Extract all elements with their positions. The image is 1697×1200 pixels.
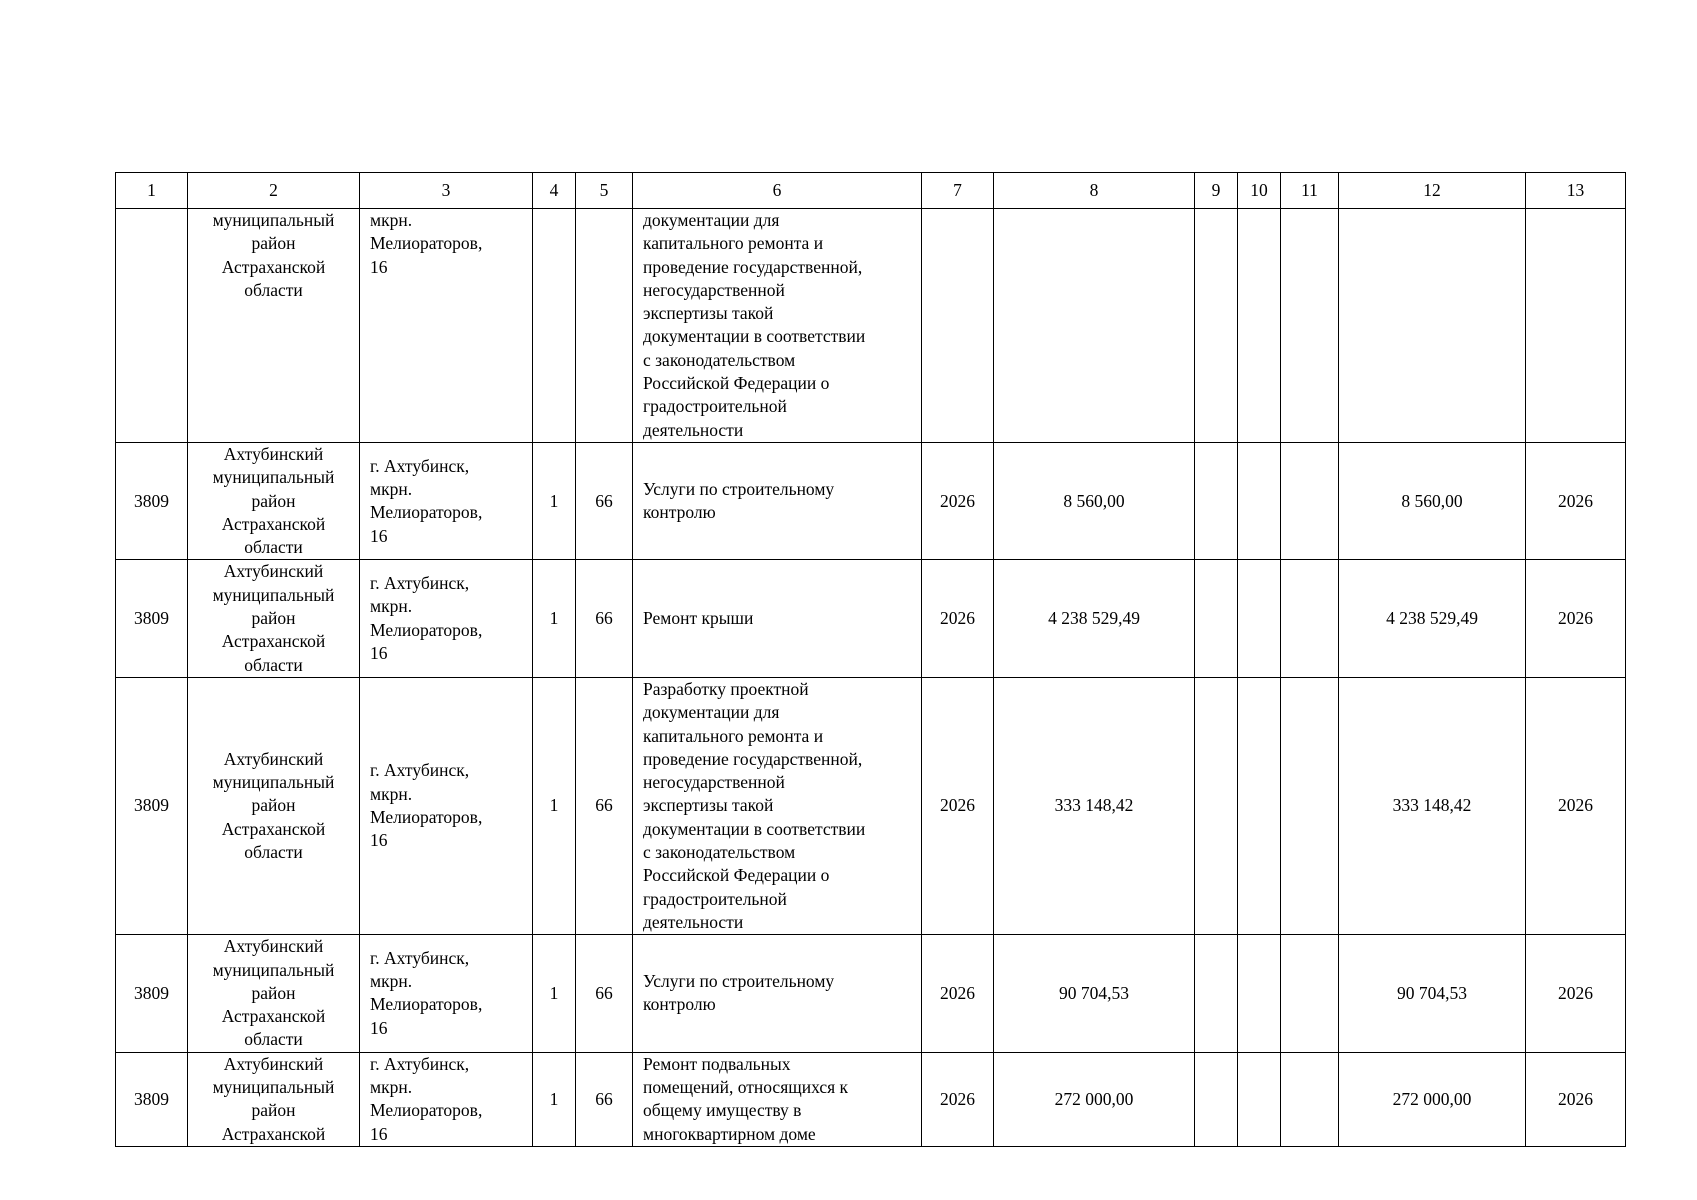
table-row	[116, 677, 1626, 934]
work-type-cell: Ремонт подвальных помещений, относящихся к общему имуществу в многоквартирном доме	[633, 1052, 922, 1146]
row-number-cell: 3809	[116, 560, 188, 677]
col4-cell	[533, 209, 576, 443]
col5-cell: 66	[576, 935, 633, 1052]
municipality-cell: Ахтубинский муниципальный район Астраханской	[188, 1052, 360, 1146]
funding-cell: 8 560,00	[1339, 442, 1526, 559]
year-cell: 2026	[922, 677, 994, 934]
header-cell: 12	[1339, 173, 1526, 209]
year-cell: 2026	[922, 560, 994, 677]
year-cell	[922, 209, 994, 443]
work-type-cell: Услуги по строительному контролю	[633, 935, 922, 1052]
address-cell: мкрн. Мелиораторов, 16	[360, 209, 533, 443]
col10-cell	[1238, 1052, 1281, 1146]
header-cell: 3	[360, 173, 533, 209]
col5-cell: 66	[576, 1052, 633, 1146]
header-cell: 6	[633, 173, 922, 209]
header-cell: 13	[1526, 173, 1626, 209]
completion-year-cell	[1526, 209, 1626, 443]
col10-cell	[1238, 442, 1281, 559]
col4-cell: 1	[533, 442, 576, 559]
municipality-cell: Ахтубинский муниципальный район Астраханской области	[188, 935, 360, 1052]
completion-year-cell: 2026	[1526, 677, 1626, 934]
column-number-header-row	[116, 173, 1626, 209]
funding-cell: 333 148,42	[1339, 677, 1526, 934]
row-number-cell	[116, 209, 188, 443]
col10-cell	[1238, 677, 1281, 934]
cost-cell: 90 704,53	[994, 935, 1195, 1052]
municipality-cell: Ахтубинский муниципальный район Астраханской области	[188, 677, 360, 934]
header-cell: 4	[533, 173, 576, 209]
work-type-cell: Разработку проектной документации для капитального ремонта и проведение государственной, негосударственной экспертизы такой документации в соответствии с законодательством Российской Федерации о градостроительной деятельности	[633, 677, 922, 934]
address-cell: г. Ахтубинск, мкрн. Мелиораторов, 16	[360, 442, 533, 559]
completion-year-cell: 2026	[1526, 1052, 1626, 1146]
table-row	[116, 935, 1626, 1052]
col11-cell	[1281, 209, 1339, 443]
row-number-cell: 3809	[116, 677, 188, 934]
col5-cell: 66	[576, 677, 633, 934]
col11-cell	[1281, 1052, 1339, 1146]
col9-cell	[1195, 677, 1238, 934]
municipality-cell: муниципальный район Астраханской области	[188, 209, 360, 443]
col11-cell	[1281, 442, 1339, 559]
row-number-cell: 3809	[116, 1052, 188, 1146]
cost-cell	[994, 209, 1195, 443]
completion-year-cell: 2026	[1526, 935, 1626, 1052]
work-type-cell: Услуги по строительному контролю	[633, 442, 922, 559]
col11-cell	[1281, 935, 1339, 1052]
table-row	[116, 442, 1626, 559]
col5-cell: 66	[576, 560, 633, 677]
funding-cell	[1339, 209, 1526, 443]
col10-cell	[1238, 209, 1281, 443]
address-cell: г. Ахтубинск, мкрн. Мелиораторов, 16	[360, 1052, 533, 1146]
col10-cell	[1238, 560, 1281, 677]
funding-cell: 272 000,00	[1339, 1052, 1526, 1146]
header-cell: 10	[1238, 173, 1281, 209]
funding-cell: 90 704,53	[1339, 935, 1526, 1052]
address-cell: г. Ахтубинск, мкрн. Мелиораторов, 16	[360, 677, 533, 934]
address-cell: г. Ахтубинск, мкрн. Мелиораторов, 16	[360, 935, 533, 1052]
cost-cell: 333 148,42	[994, 677, 1195, 934]
work-type-cell: документации для капитального ремонта и проведение государственной, негосударственной экспертизы такой документации в соответствии с законодательством Российской Федерации о градостроительной деятельности	[633, 209, 922, 443]
year-cell: 2026	[922, 442, 994, 559]
col9-cell	[1195, 1052, 1238, 1146]
table-row	[116, 560, 1626, 677]
header-cell: 1	[116, 173, 188, 209]
col9-cell	[1195, 935, 1238, 1052]
year-cell: 2026	[922, 935, 994, 1052]
completion-year-cell: 2026	[1526, 442, 1626, 559]
header-cell: 9	[1195, 173, 1238, 209]
header-cell: 2	[188, 173, 360, 209]
year-cell: 2026	[922, 1052, 994, 1146]
col9-cell	[1195, 442, 1238, 559]
cost-cell: 8 560,00	[994, 442, 1195, 559]
col4-cell: 1	[533, 560, 576, 677]
table-row	[116, 209, 1626, 443]
municipality-cell: Ахтубинский муниципальный район Астраханской области	[188, 560, 360, 677]
completion-year-cell: 2026	[1526, 560, 1626, 677]
col11-cell	[1281, 677, 1339, 934]
cost-cell: 272 000,00	[994, 1052, 1195, 1146]
cost-cell: 4 238 529,49	[994, 560, 1195, 677]
work-type-cell: Ремонт крыши	[633, 560, 922, 677]
header-cell: 5	[576, 173, 633, 209]
municipality-cell: Ахтубинский муниципальный район Астраханской области	[188, 442, 360, 559]
table-row	[116, 1052, 1626, 1146]
col10-cell	[1238, 935, 1281, 1052]
col4-cell: 1	[533, 677, 576, 934]
col4-cell: 1	[533, 1052, 576, 1146]
header-cell: 11	[1281, 173, 1339, 209]
col11-cell	[1281, 560, 1339, 677]
col9-cell	[1195, 209, 1238, 443]
header-cell: 7	[922, 173, 994, 209]
row-number-cell: 3809	[116, 935, 188, 1052]
capital-repair-table	[115, 172, 1626, 1147]
header-cell: 8	[994, 173, 1195, 209]
col5-cell: 66	[576, 442, 633, 559]
col5-cell	[576, 209, 633, 443]
funding-cell: 4 238 529,49	[1339, 560, 1526, 677]
col4-cell: 1	[533, 935, 576, 1052]
row-number-cell: 3809	[116, 442, 188, 559]
address-cell: г. Ахтубинск, мкрн. Мелиораторов, 16	[360, 560, 533, 677]
col9-cell	[1195, 560, 1238, 677]
